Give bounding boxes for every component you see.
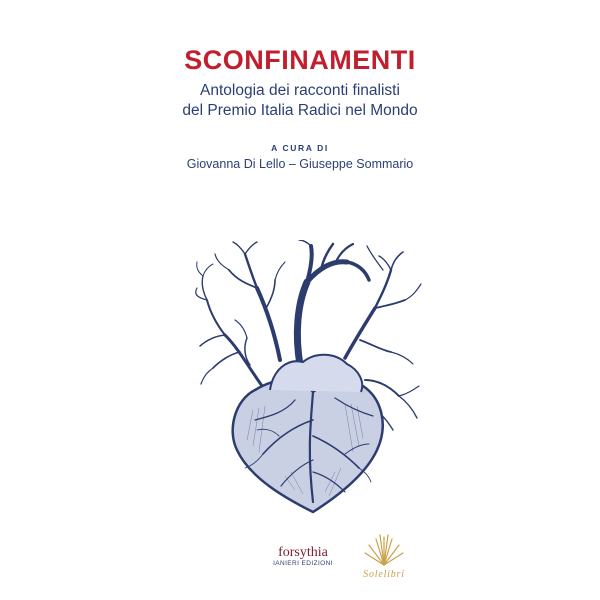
solelibri-name: Solelibri — [363, 569, 405, 580]
forsythia-publisher-logo — [258, 545, 348, 568]
subtitle-line-2: del Premio Italia Radici nel Mondo — [182, 102, 418, 119]
curators-names: Giovanna Di Lello – Giuseppe Sommario — [186, 157, 414, 171]
sun-rays-icon — [364, 533, 404, 567]
forsythia-imprint: IANIERI EDIZIONI — [273, 560, 333, 567]
curator-label: A CURA DI — [271, 143, 329, 153]
solelibri-publisher-logo — [356, 533, 412, 583]
forsythia-name: forsythia — [278, 545, 328, 560]
subtitle-line-1: Antologia dei racconti finalisti — [200, 82, 400, 99]
book-title: SCONFINAMENTI — [184, 45, 416, 75]
anatomical-heart-icon — [195, 240, 425, 515]
